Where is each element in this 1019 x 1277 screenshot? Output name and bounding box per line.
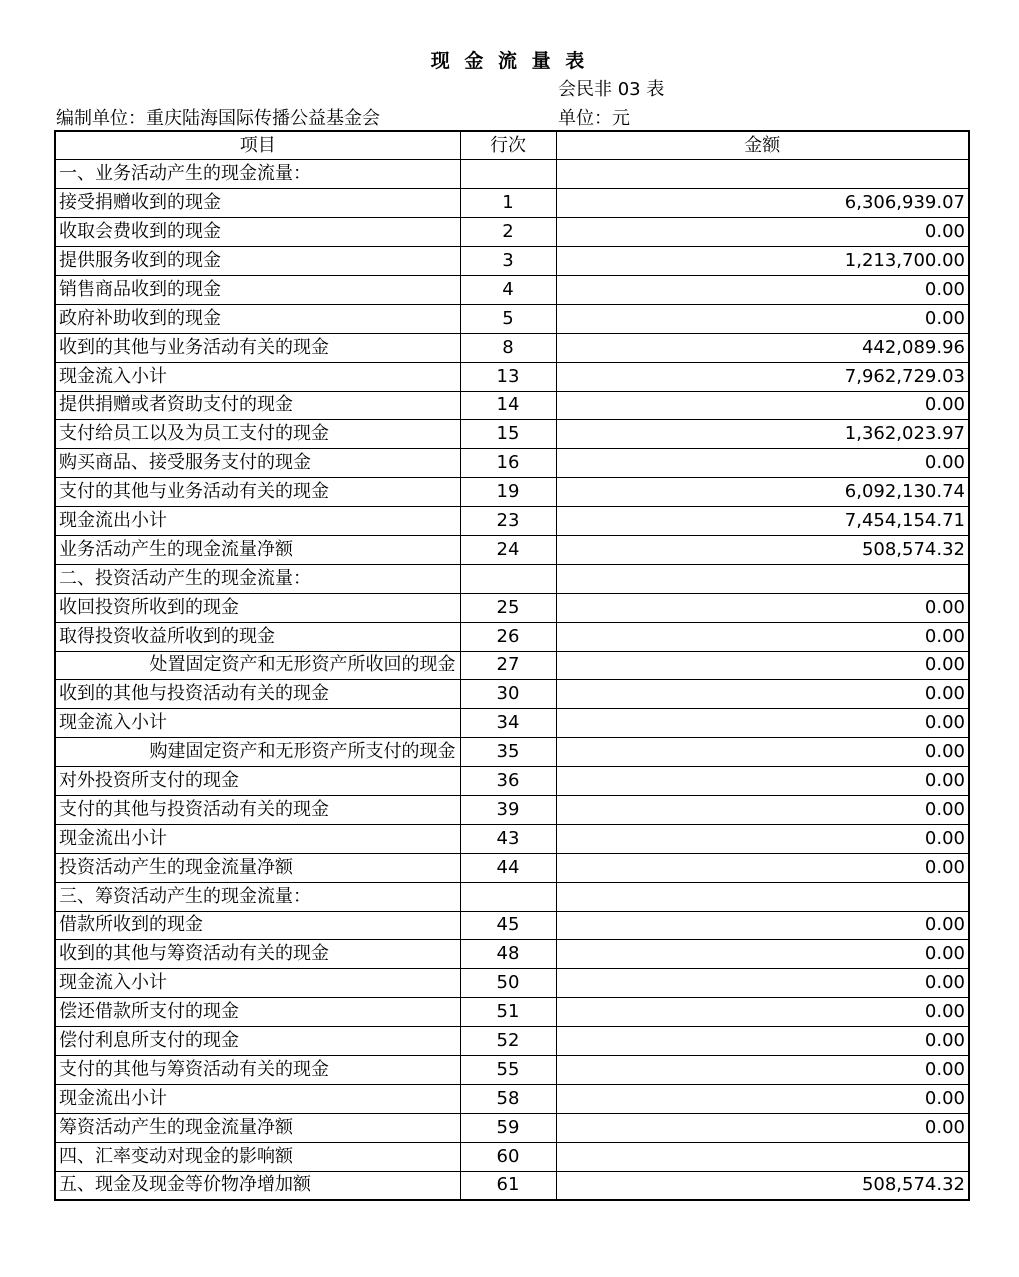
- row-item-label: 二、投资活动产生的现金流量：: [55, 564, 460, 593]
- row-line-number: 14: [460, 391, 556, 420]
- row-line-number: 39: [460, 795, 556, 824]
- table-row: [55, 564, 969, 593]
- row-item-label: 购建固定资产和无形资产所支付的现金: [55, 738, 460, 767]
- reporting-entity: 编制单位：重庆陆海国际传播公益基金会: [56, 108, 380, 129]
- table-row: [55, 247, 969, 276]
- row-amount: 0.00: [556, 680, 969, 709]
- table-row: [55, 478, 969, 507]
- row-item-label: 收回投资所收到的现金: [55, 593, 460, 622]
- table-row: [55, 1113, 969, 1142]
- row-amount: [556, 882, 969, 911]
- row-line-number: 35: [460, 738, 556, 767]
- row-line-number: 26: [460, 622, 556, 651]
- row-line-number: 1: [460, 189, 556, 218]
- table-row: [55, 824, 969, 853]
- table-row: [55, 160, 969, 189]
- table-row: [55, 998, 969, 1027]
- row-item-label: 现金流入小计: [55, 969, 460, 998]
- currency-unit: 单位：元: [558, 108, 630, 129]
- row-amount: 0.00: [556, 795, 969, 824]
- row-item-label: 现金流出小计: [55, 507, 460, 536]
- row-amount: [556, 160, 969, 189]
- row-amount: 0.00: [556, 391, 969, 420]
- row-line-number: 43: [460, 824, 556, 853]
- row-item-label: 收到的其他与业务活动有关的现金: [55, 333, 460, 362]
- row-amount: 0.00: [556, 1027, 969, 1056]
- table-row: [55, 1027, 969, 1056]
- row-item-label: 借款所收到的现金: [55, 911, 460, 940]
- row-line-number: 30: [460, 680, 556, 709]
- row-amount: [556, 1142, 969, 1171]
- table-row: [55, 795, 969, 824]
- row-amount: 0.00: [556, 767, 969, 796]
- table-row: [55, 969, 969, 998]
- row-item-label: 现金流出小计: [55, 1084, 460, 1113]
- row-amount: 0.00: [556, 940, 969, 969]
- row-line-number: 24: [460, 535, 556, 564]
- row-line-number: 25: [460, 593, 556, 622]
- row-amount: 0.00: [556, 824, 969, 853]
- row-item-label: 现金流入小计: [55, 709, 460, 738]
- row-item-label: 偿付利息所支付的现金: [55, 1027, 460, 1056]
- row-line-number: [460, 882, 556, 911]
- row-line-number: 59: [460, 1113, 556, 1142]
- table-row: [55, 1056, 969, 1085]
- table-row: [55, 738, 969, 767]
- row-item-label: 筹资活动产生的现金流量净额: [55, 1113, 460, 1142]
- row-line-number: 61: [460, 1171, 556, 1200]
- row-amount: 0.00: [556, 593, 969, 622]
- row-line-number: [460, 160, 556, 189]
- table-row: [55, 853, 969, 882]
- cash-flow-table: [54, 130, 970, 1201]
- row-item-label: 对外投资所支付的现金: [55, 767, 460, 796]
- row-line-number: 60: [460, 1142, 556, 1171]
- row-item-label: 政府补助收到的现金: [55, 304, 460, 333]
- table-row: [55, 940, 969, 969]
- column-header-amount: 金额: [556, 131, 969, 160]
- table-row: [55, 911, 969, 940]
- row-line-number: 27: [460, 651, 556, 680]
- row-amount: 0.00: [556, 304, 969, 333]
- row-line-number: 50: [460, 969, 556, 998]
- row-line-number: 45: [460, 911, 556, 940]
- row-item-label: 支付的其他与投资活动有关的现金: [55, 795, 460, 824]
- row-line-number: 55: [460, 1056, 556, 1085]
- row-item-label: 提供捐赠或者资助支付的现金: [55, 391, 460, 420]
- row-item-label: 一、业务活动产生的现金流量：: [55, 160, 460, 189]
- table-row: [55, 709, 969, 738]
- table-row: [55, 362, 969, 391]
- row-amount: 0.00: [556, 449, 969, 478]
- table-row: [55, 449, 969, 478]
- row-line-number: 19: [460, 478, 556, 507]
- table-row: [55, 1171, 969, 1200]
- table-row: [55, 391, 969, 420]
- row-item-label: 四、汇率变动对现金的影响额: [55, 1142, 460, 1171]
- row-amount: 0.00: [556, 622, 969, 651]
- table-row: [55, 767, 969, 796]
- table-row: [55, 651, 969, 680]
- row-item-label: 接受捐赠收到的现金: [55, 189, 460, 218]
- row-line-number: 16: [460, 449, 556, 478]
- row-amount: 0.00: [556, 1056, 969, 1085]
- row-line-number: 52: [460, 1027, 556, 1056]
- row-item-label: 取得投资收益所收到的现金: [55, 622, 460, 651]
- row-line-number: [460, 564, 556, 593]
- table-row: [55, 535, 969, 564]
- row-item-label: 支付给员工以及为员工支付的现金: [55, 420, 460, 449]
- row-amount: 0.00: [556, 969, 969, 998]
- row-item-label: 投资活动产生的现金流量净额: [55, 853, 460, 882]
- row-line-number: 36: [460, 767, 556, 796]
- row-amount: 6,092,130.74: [556, 478, 969, 507]
- table-body: [55, 160, 969, 1200]
- row-amount: [556, 564, 969, 593]
- table-row: [55, 218, 969, 247]
- table-row: [55, 680, 969, 709]
- row-item-label: 支付的其他与筹资活动有关的现金: [55, 1056, 460, 1085]
- row-item-label: 处置固定资产和无形资产所收回的现金: [55, 651, 460, 680]
- row-line-number: 2: [460, 218, 556, 247]
- row-item-label: 收到的其他与筹资活动有关的现金: [55, 940, 460, 969]
- row-line-number: 3: [460, 247, 556, 276]
- row-item-label: 三、筹资活动产生的现金流量：: [55, 882, 460, 911]
- table-row: [55, 882, 969, 911]
- row-line-number: 34: [460, 709, 556, 738]
- row-amount: 0.00: [556, 853, 969, 882]
- row-line-number: 51: [460, 998, 556, 1027]
- form-number: 会民非 03 表: [558, 79, 665, 100]
- row-item-label: 销售商品收到的现金: [55, 275, 460, 304]
- row-amount: 0.00: [556, 275, 969, 304]
- column-header-line: 行次: [460, 131, 556, 160]
- row-line-number: 13: [460, 362, 556, 391]
- row-item-label: 现金流入小计: [55, 362, 460, 391]
- row-amount: 0.00: [556, 738, 969, 767]
- row-amount: 6,306,939.07: [556, 189, 969, 218]
- row-line-number: 4: [460, 275, 556, 304]
- table-row: [55, 507, 969, 536]
- table-row: [55, 304, 969, 333]
- row-amount: 0.00: [556, 911, 969, 940]
- row-item-label: 业务活动产生的现金流量净额: [55, 535, 460, 564]
- table-row: [55, 1084, 969, 1113]
- row-amount: 1,213,700.00: [556, 247, 969, 276]
- row-item-label: 支付的其他与业务活动有关的现金: [55, 478, 460, 507]
- table-row: [55, 420, 969, 449]
- row-item-label: 购买商品、接受服务支付的现金: [55, 449, 460, 478]
- table-row: [55, 593, 969, 622]
- table-header-row: [55, 131, 969, 160]
- row-amount: 0.00: [556, 1084, 969, 1113]
- row-line-number: 58: [460, 1084, 556, 1113]
- table-row: [55, 189, 969, 218]
- table-row: [55, 1142, 969, 1171]
- row-amount: 0.00: [556, 218, 969, 247]
- row-item-label: 现金流出小计: [55, 824, 460, 853]
- row-item-label: 偿还借款所支付的现金: [55, 998, 460, 1027]
- row-line-number: 48: [460, 940, 556, 969]
- row-amount: 0.00: [556, 1113, 969, 1142]
- row-item-label: 提供服务收到的现金: [55, 247, 460, 276]
- row-amount: 7,962,729.03: [556, 362, 969, 391]
- row-line-number: 5: [460, 304, 556, 333]
- table-row: [55, 622, 969, 651]
- row-line-number: 8: [460, 333, 556, 362]
- table-row: [55, 333, 969, 362]
- row-amount: 508,574.32: [556, 1171, 969, 1200]
- row-amount: 0.00: [556, 651, 969, 680]
- row-line-number: 44: [460, 853, 556, 882]
- row-amount: 1,362,023.97: [556, 420, 969, 449]
- row-line-number: 15: [460, 420, 556, 449]
- row-item-label: 收取会费收到的现金: [55, 218, 460, 247]
- row-line-number: 23: [460, 507, 556, 536]
- row-amount: 0.00: [556, 998, 969, 1027]
- column-header-item: 项目: [55, 131, 460, 160]
- table-row: [55, 275, 969, 304]
- row-item-label: 五、现金及现金等价物净增加额: [55, 1171, 460, 1200]
- row-amount: 508,574.32: [556, 535, 969, 564]
- page-title: 现 金 流 量 表: [430, 50, 589, 72]
- row-amount: 0.00: [556, 709, 969, 738]
- row-amount: 7,454,154.71: [556, 507, 969, 536]
- row-amount: 442,089.96: [556, 333, 969, 362]
- row-item-label: 收到的其他与投资活动有关的现金: [55, 680, 460, 709]
